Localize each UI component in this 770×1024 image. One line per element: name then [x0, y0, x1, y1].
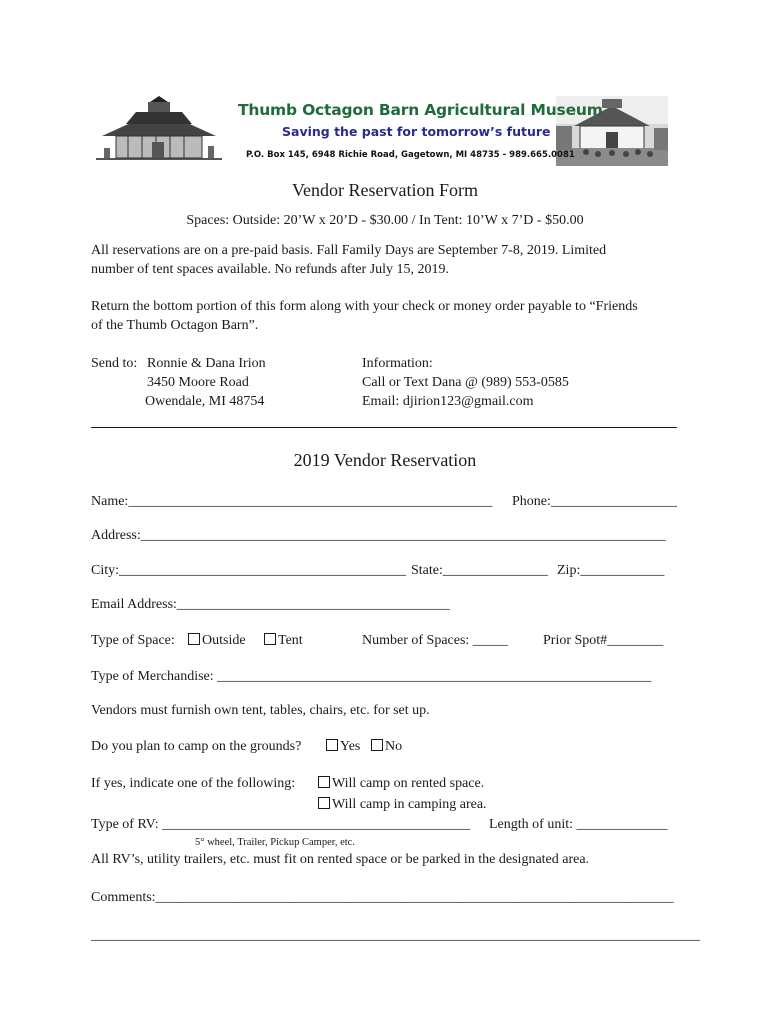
tent-option[interactable] [264, 633, 303, 649]
zip-field[interactable]: Zip:____________ [557, 563, 665, 578]
camping-area-checkbox[interactable] [318, 797, 330, 809]
rented-space-option[interactable] [318, 776, 484, 792]
tent-label: Tent [278, 633, 303, 648]
rv-type-hint: 5° wheel, Trailer, Pickup Camper, etc. [195, 837, 355, 848]
outside-option[interactable] [188, 633, 246, 649]
if-yes-label: If yes, indicate one of the following: [91, 776, 296, 791]
return-instructions-line2: of the Thumb Octagon Barn”. [91, 318, 259, 333]
rv-type-field[interactable]: Type of RV: ____________________________________________ [91, 817, 471, 832]
send-to-label: Send to: [91, 356, 138, 371]
form-title: Vendor Reservation Form [292, 180, 478, 200]
camp-no-option[interactable] [371, 739, 402, 755]
camp-yes-checkbox[interactable] [326, 739, 338, 751]
octagon-barn-logo [96, 96, 222, 164]
send-to-city: Owendale, MI 48754 [145, 394, 265, 409]
camp-yes-label: Yes [340, 739, 361, 754]
email-field[interactable]: Email Address:_______________________________________ [91, 597, 450, 612]
reservation-terms-line2: number of tent spaces available. No refunds after July 15, 2019. [91, 262, 450, 277]
outside-label: Outside [202, 633, 246, 648]
museum-name: Thumb Octagon Barn Agricultural Museum [238, 101, 603, 119]
send-to-street: 3450 Moore Road [147, 375, 249, 390]
prior-spot-field[interactable]: Prior Spot#________ [543, 633, 664, 648]
camping-area-label: Will camp in camping area. [332, 797, 487, 812]
camp-no-checkbox[interactable] [371, 739, 383, 751]
camp-question: Do you plan to camp on the grounds? [91, 739, 302, 754]
merchandise-field[interactable]: Type of Merchandise: ______________________________________________________________ [91, 669, 652, 684]
information-email: Email: djirion123@gmail.com [362, 394, 534, 409]
cut-line-divider [91, 427, 677, 428]
type-of-space-label: Type of Space: [91, 633, 175, 648]
camping-area-option[interactable] [318, 797, 487, 813]
rv-note: All RV’s, utility trailers, etc. must fit on rented space or be parked in the designated area. [91, 852, 590, 867]
information-label: Information: [362, 356, 433, 371]
comments-field[interactable]: Comments:__________________________________________________________________________ [91, 890, 674, 905]
phone-field[interactable]: Phone:__________________ [512, 494, 677, 509]
camp-no-label: No [385, 739, 403, 754]
section-title: 2019 Vendor Reservation [293, 450, 477, 470]
name-field[interactable]: Name:____________________________________________________ [91, 494, 493, 509]
city-field[interactable]: City:_________________________________________ [91, 563, 407, 578]
state-field[interactable]: State:_______________ [411, 563, 548, 578]
rv-length-field[interactable]: Length of unit: _____________ [489, 817, 668, 832]
spaces-pricing: Spaces: Outside: 20’W x 20’D - $30.00 / In Tent: 10’W x 7’D - $50.00 [186, 213, 584, 228]
tent-checkbox[interactable] [264, 633, 276, 645]
number-of-spaces-field[interactable]: Number of Spaces: _____ [362, 633, 508, 648]
rented-space-checkbox[interactable] [318, 776, 330, 788]
camp-yes-option[interactable] [326, 739, 360, 755]
reservation-terms-line1: All reservations are on a pre-paid basis. Fall Family Days are September 7-8, 2019. Limited [91, 243, 607, 258]
send-to-name: Ronnie & Dana Irion [147, 356, 266, 371]
vendors-note: Vendors must furnish own tent, tables, chairs, etc. for set up. [91, 703, 430, 718]
rented-space-label: Will camp on rented space. [332, 776, 485, 791]
comments-line-2[interactable]: _______________________________________________________________________________________ [91, 928, 700, 943]
museum-address: P.O. Box 145, 6948 Richie Road, Gagetown, MI 48735 - 989.665.0081 [246, 150, 575, 160]
museum-tagline: Saving the past for tomorrow’s future [282, 124, 551, 139]
address-field[interactable]: Address:___________________________________________________________________________ [91, 528, 666, 543]
outside-checkbox[interactable] [188, 633, 200, 645]
information-phone: Call or Text Dana @ (989) 553-0585 [362, 375, 569, 390]
return-instructions-line1: Return the bottom portion of this form along with your check or money order payable to “Friends [91, 299, 638, 314]
